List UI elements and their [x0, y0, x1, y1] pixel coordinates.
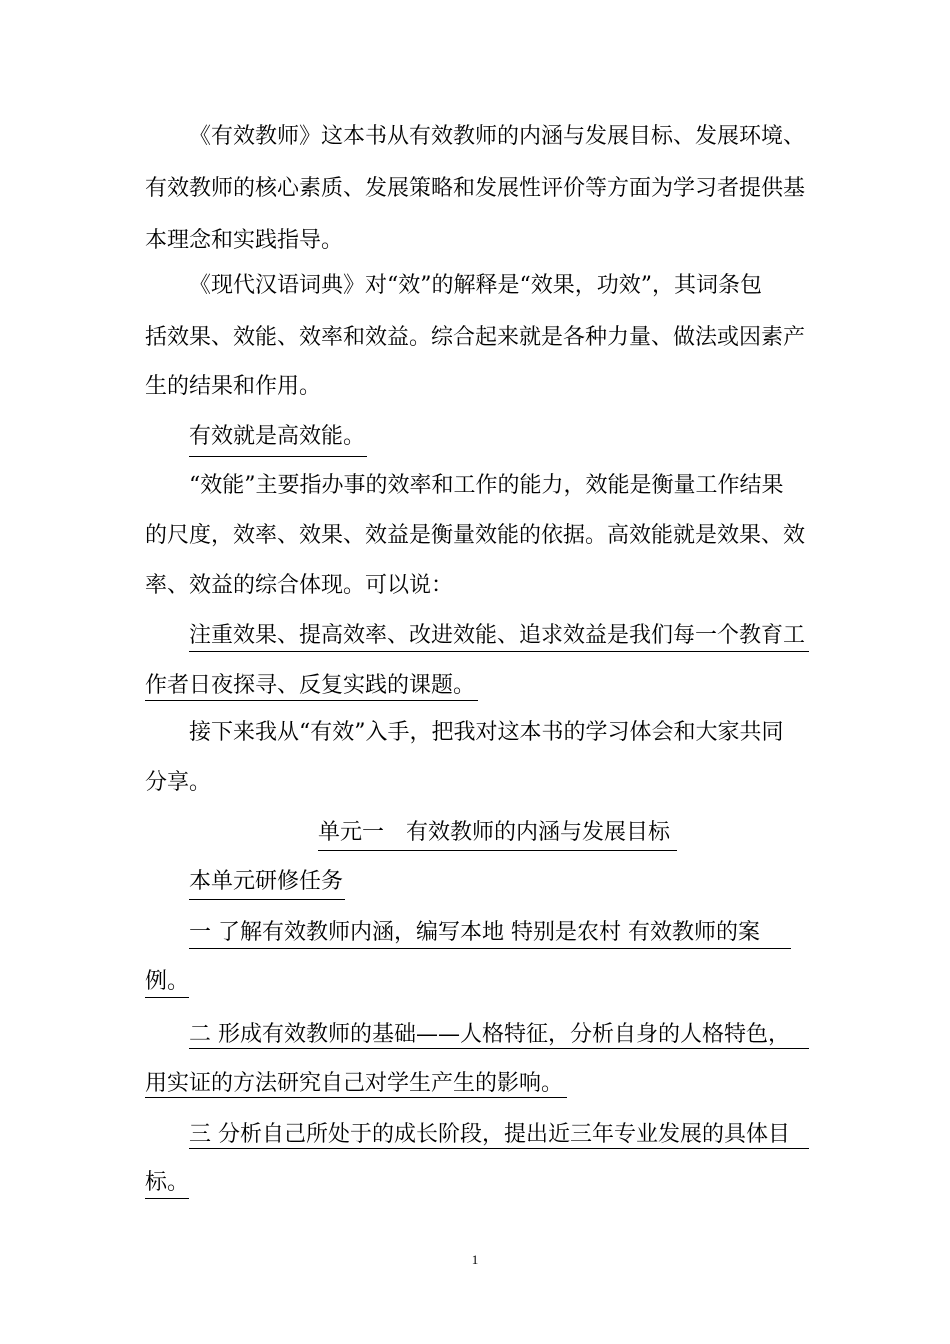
- paragraph-1-line-3: 本理念和实践指导。: [145, 228, 344, 253]
- paragraph-4-line-1: “效能”主要指办事的效率和工作的能力，效能是衡量工作结果: [189, 473, 784, 498]
- task-3-line-1: 三 分析自己所处于的成长阶段，提出近三年专业发展的具体目: [189, 1122, 790, 1147]
- underline-rule: [189, 948, 791, 949]
- task-1-line-1: 一 了解有效教师内涵，编写本地 特别是农村 有效教师的案: [189, 920, 760, 945]
- task-2-line-2: 用实证的方法研究自己对学生产生的影响。: [145, 1071, 564, 1096]
- paragraph-6-line-1: 接下来我从“有效”入手，把我对这本书的学习体会和大家共同: [189, 720, 784, 745]
- underline-rule: [145, 700, 478, 701]
- underline-rule: [145, 997, 189, 998]
- underline-rule: [318, 850, 677, 851]
- paragraph-2-line-2: 括效果、效能、效率和效益。综合起来就是各种力量、做法或因素产: [145, 325, 806, 350]
- page-number: 1: [471, 1252, 479, 1267]
- paragraph-2-line-3: 生的结果和作用。: [145, 374, 322, 399]
- task-2-line-1: 二 形成有效教师的基础——人格特征，分析自身的人格特色，: [189, 1022, 790, 1047]
- paragraph-4-line-3: 率、效益的综合体现。可以说：: [145, 573, 454, 598]
- underline-rule: [189, 651, 809, 652]
- paragraph-6-line-2: 分享。: [145, 770, 212, 795]
- underline-rule: [145, 1097, 567, 1098]
- unit-heading: 单元一 有效教师的内涵与发展目标: [318, 820, 671, 845]
- underline-rule: [189, 1148, 809, 1149]
- underline-rule: [145, 1198, 189, 1199]
- paragraph-1-line-1: 《有效教师》这本书从有效教师的内涵与发展目标、发展环境、: [189, 124, 806, 149]
- underline-rule: [189, 899, 345, 900]
- paragraph-4-line-2: 的尺度，效率、效果、效益是衡量效能的依据。高效能就是效果、效: [145, 523, 806, 548]
- paragraph-2-line-1: 《现代汉语词典》对“效”的解释是“效果，功效”，其词条包: [189, 273, 762, 298]
- paragraph-5-line-1: 注重效果、提高效率、改进效能、追求效益是我们每一个教育工: [189, 623, 806, 648]
- task-3-line-2: 标。: [145, 1170, 190, 1195]
- underline-rule: [189, 456, 367, 457]
- task-heading: 本单元研修任务: [189, 869, 344, 894]
- paragraph-5-line-2: 作者日夜探寻、反复实践的课题。: [145, 673, 476, 698]
- underline-rule: [189, 1048, 809, 1049]
- paragraph-1-line-2: 有效教师的核心素质、发展策略和发展性评价等方面为学习者提供基: [145, 176, 806, 201]
- task-1-line-2: 例。: [145, 969, 190, 994]
- paragraph-3-line-1: 有效就是高效能。: [189, 424, 366, 449]
